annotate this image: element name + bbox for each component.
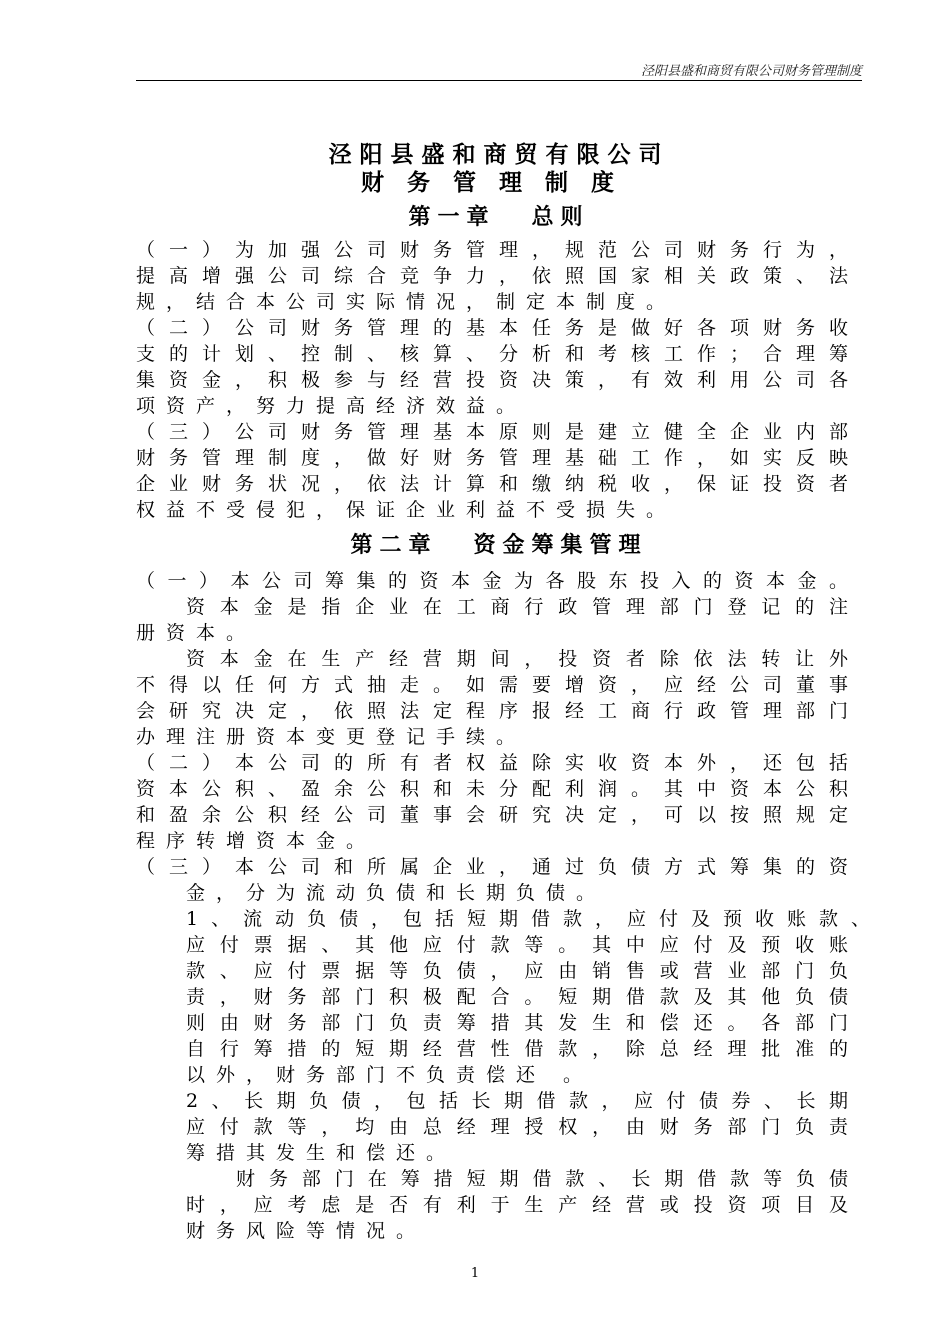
chapter2-line: 2、长期负债，包括长期借款，应付债券、长期 <box>186 1090 848 1112</box>
document-title-subject: 财务管理制度 <box>361 170 637 196</box>
chapter2-line: 则由财务部门负责筹措其发生和偿还。各部门 <box>186 1012 848 1034</box>
chapter1-name: 总则 <box>531 205 590 230</box>
chapter2-line: （二）本公司的所有者权益除实收资本外，还包括 <box>136 752 848 774</box>
page-number: 1 <box>470 1266 480 1281</box>
chapter1-line: 项资产，努力提高经济效益。 <box>136 395 527 417</box>
chapter2-line: 资本公积、盈余公积和未分配利润。其中资本公积 <box>136 778 848 800</box>
chapter2-line: 款、应付票据等负债，应由销售或营业部门负 <box>186 960 848 982</box>
chapter2-heading <box>136 528 862 559</box>
chapter2-line: 金，分为流动负债和长期负债。 <box>186 882 607 904</box>
chapter1-line: 权益不受侵犯，保证企业利益不受损失。 <box>136 499 677 521</box>
chapter2-line: 程序转增资本金。 <box>136 830 377 852</box>
chapter1-line: （二）公司财务管理的基本任务是做好各项财务收 <box>136 317 848 339</box>
chapter1-line: 支的计划、控制、核算、分析和考核工作；合理筹 <box>136 343 848 365</box>
chapter1-heading <box>136 200 862 231</box>
chapter1-line: 企业财务状况，依法计算和缴纳税收，保证投资者 <box>136 473 848 495</box>
chapter1-line: （三）公司财务管理基本原则是建立健全企业内部 <box>136 421 848 443</box>
chapter1-line: 规，结合本公司实际情况，制定本制度。 <box>136 291 677 313</box>
chapter2-line: 会研究决定，依照法定程序报经工商行政管理部门 <box>136 700 848 722</box>
chapter2-line: （一）本公司筹集的资本金为各股东投入的资本金。 <box>136 570 848 592</box>
chapter1-line: 财务管理制度，做好财务管理基础工作，如实反映 <box>136 447 848 469</box>
chapter2-line: 时，应考虑是否有利于生产经营或投资项目及 <box>186 1194 848 1216</box>
header-rule <box>136 80 862 81</box>
chapter1-label: 第一章 <box>408 205 496 230</box>
chapter2-line: 册资本。 <box>136 622 257 644</box>
chapter2-line: 自行筹措的短期经营性借款，除总经理批准的 <box>186 1038 848 1060</box>
chapter1-line: 集资金，积极参与经营投资决策，有效利用公司各 <box>136 369 848 391</box>
chapter2-line: 责，财务部门积极配合。短期借款及其他负债 <box>186 986 848 1008</box>
chapter2-line: 应付款等，均由总经理授权，由财务部门负责 <box>186 1116 848 1138</box>
chapter2-line: 资本金是指企业在工商行政管理部门登记的注 <box>186 596 848 618</box>
chapter2-line: 1、流动负债，包括短期借款，应付及预收账款、 <box>186 908 870 930</box>
chapter2-name: 资金筹集管理 <box>473 533 648 558</box>
chapter2-line: 筹措其发生和偿还。 <box>186 1142 457 1164</box>
chapter2-label: 第二章 <box>350 533 438 558</box>
running-header: 泾阳县盛和商贸有限公司财务管理制度 <box>640 64 862 79</box>
chapter2-line: 不得以任何方式抽走。如需要增资，应经公司董事 <box>136 674 848 696</box>
chapter2-line: 应付票据、其他应付款等。其中应付及预收账 <box>186 934 848 956</box>
chapter1-line: （一）为加强公司财务管理，规范公司财务行为， <box>136 239 848 261</box>
chapter1-line: 提高增强公司综合竞争力，依照国家相关政策、法 <box>136 265 848 287</box>
document-title-company: 泾阳县盛和商贸有限公司 <box>328 142 670 168</box>
chapter2-line: 财务部门在筹措短期借款、长期借款等负债 <box>236 1168 848 1190</box>
chapter2-line: 资本金在生产经营期间，投资者除依法转让外 <box>186 648 848 670</box>
chapter2-line: 办理注册资本变更登记手续。 <box>136 726 527 748</box>
chapter2-line: 以外，财务部门不负责偿还 。 <box>186 1064 594 1086</box>
chapter2-line: （三）本公司和所属企业，通过负债方式筹集的资 <box>136 856 848 878</box>
chapter2-line: 和盈余公积经公司董事会研究决定，可以按照规定 <box>136 804 848 826</box>
chapter2-line: 财务风险等情况。 <box>186 1220 427 1242</box>
